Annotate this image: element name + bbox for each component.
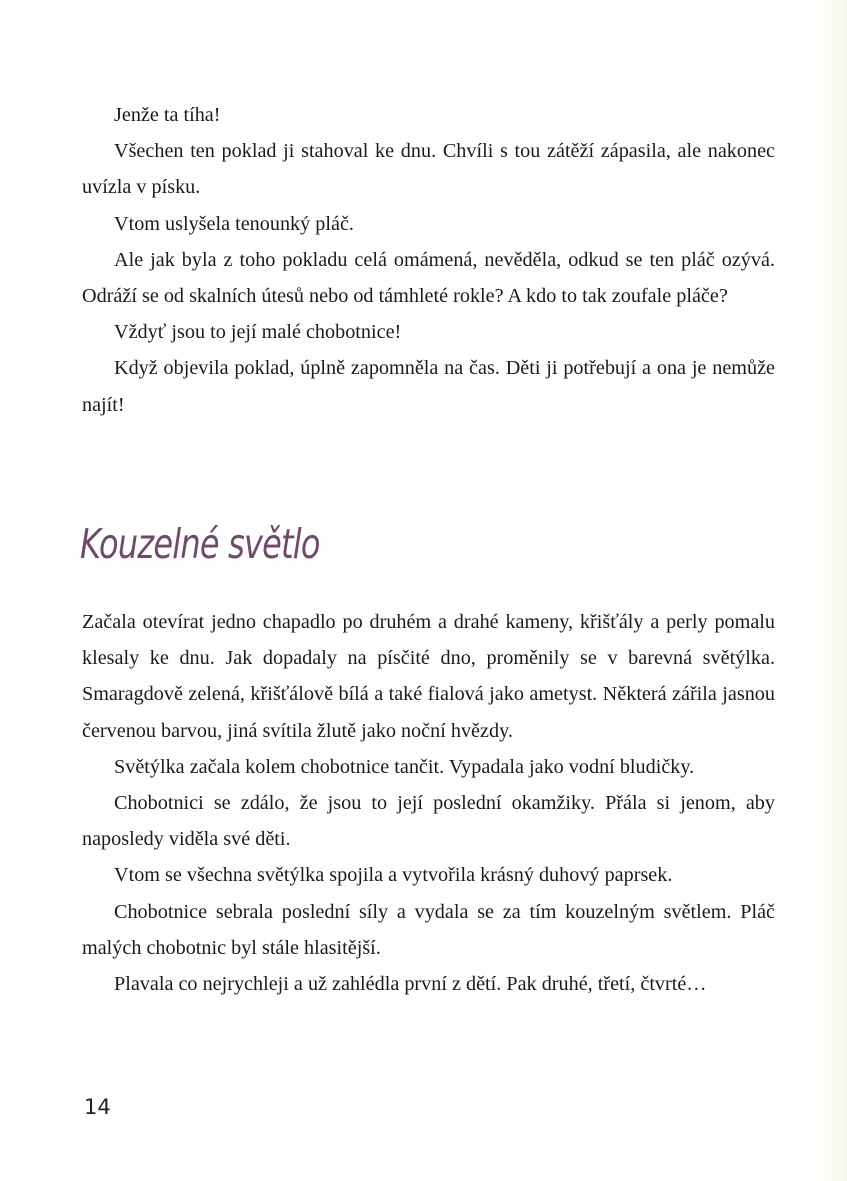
- paragraph: Vtom se všechna světýlka spojila a vytvořila krásný duhový paprsek.: [114, 864, 673, 887]
- paragraph: Vždyť jsou to její malé chobotnice!: [114, 321, 402, 344]
- paragraph: Vtom uslyšela tenounký pláč.: [114, 212, 354, 235]
- paragraph: Chobotnice sebrala poslední síly a vydala se za tím kouzelným světlem. Pláč malých chobotnic byl stále hlasitější.: [82, 900, 775, 959]
- paragraph: Chobotnici se zdálo, že jsou to její poslední okamžiky. Přála si jenom, aby naposledy viděla své děti.: [82, 792, 775, 851]
- chapter-title: Kouzelné světlo: [80, 520, 320, 568]
- text-section-chapter-body: [82, 604, 775, 1002]
- paragraph: Ale jak byla z toho pokladu celá omámená, nevěděla, odkud se ten pláč ozývá. Odráží se od skalních útesů nebo od támhleté rokle? A kdo to tak zoufale pláče?: [82, 248, 775, 308]
- text-section-before-chapter: [82, 97, 775, 423]
- paragraph: Světýlka začala kolem chobotnice tančit. Vypadala jako vodní bludičky.: [114, 755, 695, 778]
- page-number: 14: [84, 1095, 111, 1119]
- page-edge-shadow: [817, 0, 847, 1181]
- paragraph: Plavala co nejrychleji a už zahlédla první z dětí. Pak druhé, třetí, čtvrté…: [114, 973, 707, 996]
- paragraph: Jenže ta tíha!: [114, 104, 221, 126]
- paragraph: Začala otevírat jedno chapadlo po druhém a drahé kameny, křišťály a perly pomalu klesaly ke dnu. Jak dopadaly na písčité dno, proměnily se v barevná světýlka. Smaragdově zelená, křišťálově bílá a také fialová jako ametyst. Některá zářila jasnou červenou barvou, jiná svítila žlutě jako noční hvězdy.: [82, 611, 775, 742]
- paragraph: Všechen ten poklad ji stahoval ke dnu. Chvíli s tou zátěží zápasila, ale nakonec uvízla v písku.: [82, 140, 775, 199]
- paragraph: Když objevila poklad, úplně zapomněla na čas. Děti ji potřebují a ona je nemůže najít!: [82, 357, 775, 416]
